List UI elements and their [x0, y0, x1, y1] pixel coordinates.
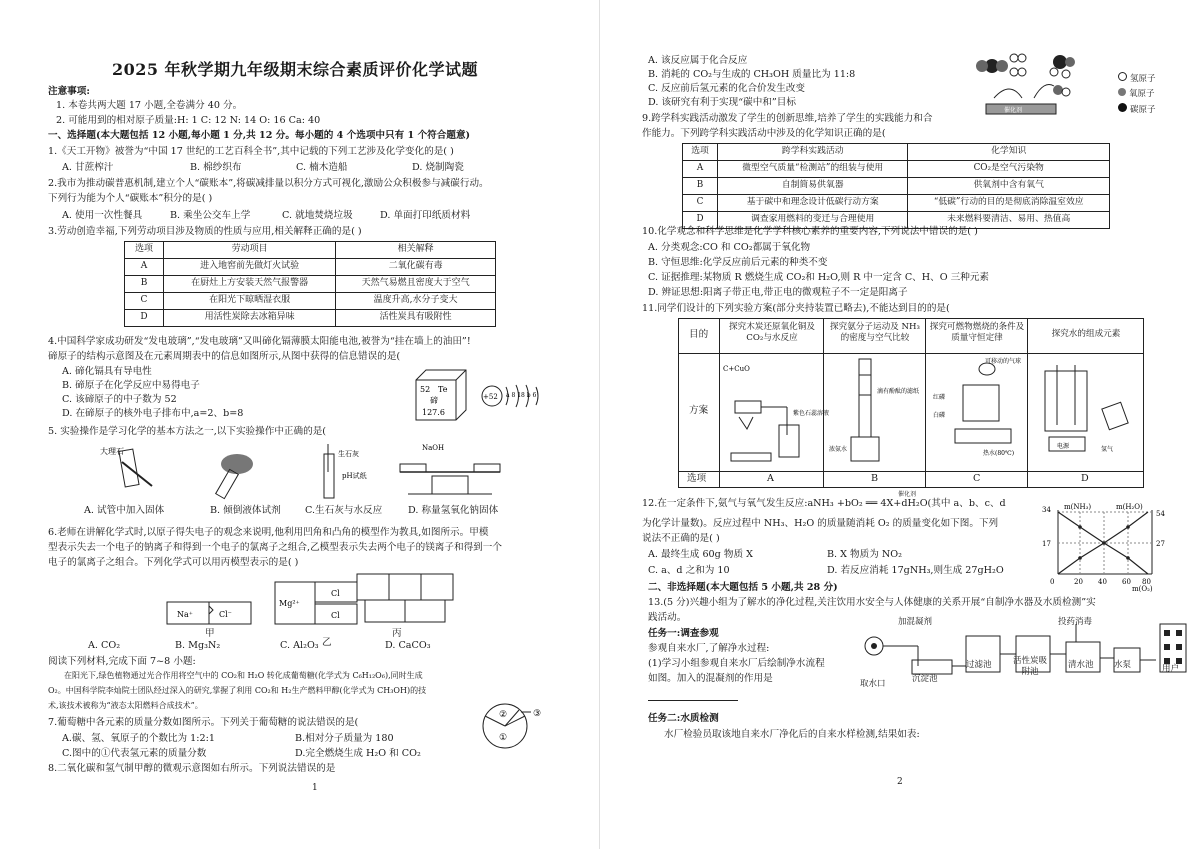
q11-option-b: B: [871, 473, 879, 484]
x-axis-label: m(O₂): [1132, 585, 1153, 593]
q10-option-c: C. 证据推理:某物质 R 燃烧生成 CO₂和 H₂O,则 R 中一定含 C、H、O 三种元素: [648, 272, 990, 283]
q6-option-a: A. CO₂: [88, 640, 121, 651]
table-cell: A: [125, 259, 164, 276]
question-13-line-2: 践活动。: [648, 612, 687, 623]
te-name: 碲: [430, 396, 438, 405]
q11-table: [678, 318, 1144, 488]
table-cell: 未来燃料要清洁、易用、热值高: [908, 212, 1110, 229]
table-row: [125, 310, 496, 327]
question-13-line-1: 13.(5 分)兴趣小组为了解水的净化过程,关注饮用水安全与人体健康的关系开展“自制净水器及水质检测”实: [648, 597, 1096, 608]
plan-d-hydrogen-label: 氢气: [1101, 446, 1114, 453]
table-cell: D: [683, 212, 718, 229]
flow-pump-label: 水泵: [1114, 660, 1132, 670]
section-2-heading: 二、非选择题(本大题包括 5 小题,共 28 分): [648, 582, 838, 593]
plan-b-phenolphthalein-label: 滴有酚酞的滤纸: [877, 388, 920, 395]
q5-option-c: C.生石灰与水反应: [305, 505, 383, 516]
table-cell: B: [125, 276, 164, 293]
q1-option-d: D. 烧制陶瓷: [412, 162, 464, 173]
y-right-tick-54: 54: [1156, 510, 1165, 518]
q4-option-b: B. 碲原子在化学反应中易得电子: [62, 380, 200, 391]
q10-option-b: B. 守恒思维:化学反应前后元素的种类不变: [648, 257, 828, 268]
glucose-pie-chart: [475, 700, 555, 750]
q12-option-a: A. 最终生成 60g 物质 X: [648, 549, 753, 560]
plan-a-apparatus: [721, 355, 830, 469]
table-cell: 在厨灶上方安装天然气报警器: [164, 276, 336, 293]
q4-option-a: A. 碲化镉具有导电性: [62, 366, 152, 377]
x-tick-80: 80: [1142, 578, 1151, 586]
tellurium-element-cell: [410, 368, 470, 424]
material-line-1: 在阳光下,绿色植物通过光合作用将空气中的 CO₂和 H₂O 转化成葡萄糖(化学式为 C₆H₁₂O₆),同时生成: [64, 671, 423, 680]
x-tick-0: 0: [1050, 578, 1055, 586]
magnesium-ion: Mg²⁺: [279, 599, 300, 608]
question-9-line-1: 9.跨学科实践活动激发了学生的创新思维,培养了学生的实践能力和合: [642, 113, 933, 124]
table-header-cell: 选项: [683, 144, 718, 161]
q11-option-d: D: [1081, 473, 1089, 484]
table-cell: 活性炭具有吸附性: [336, 310, 496, 327]
sodium-ion: Na⁺: [177, 610, 193, 619]
naoh-label: NaOH: [422, 444, 445, 452]
y-left-tick-17: 17: [1042, 540, 1051, 548]
table-row: [125, 293, 496, 310]
q7-option-c: C.图中的①代表氢元素的质量分数: [62, 748, 207, 759]
q2-option-c: C. 就地焚烧垃圾: [282, 210, 353, 221]
plan-c-balloon-label: 可移动的气球: [985, 358, 1022, 365]
q11-option-header: 选项: [687, 473, 707, 484]
table-header-cell: 跨学科实践活动: [718, 144, 908, 161]
task-2-heading: 任务二:水质检测: [648, 713, 719, 724]
material-line-3: 术,该技术被称为“液态太阳燃料合成技术”。: [48, 701, 203, 710]
q12-option-c: C. a、d 之和为 10: [648, 565, 730, 576]
chloride-ion: Cl⁻: [219, 610, 232, 619]
te-atomic-mass: 127.6: [422, 408, 445, 417]
q2-option-b: B. 乘坐公交车上学: [170, 210, 251, 221]
q5-option-b: B. 倾倒液体试剂: [210, 505, 281, 516]
legend-oxygen: [1118, 88, 1156, 100]
q8-option-c: C. 反应前后氢元素的化合价发生改变: [648, 83, 806, 94]
ion-models: [165, 572, 455, 630]
table-cell: “低碳”行动的目的是彻底消除温室效应: [908, 195, 1110, 212]
chloride-ion-2: Cl: [331, 611, 340, 620]
plan-b-apparatus: [825, 355, 923, 469]
table-header-cell: 选项: [125, 242, 164, 259]
carbon-atom-icon: [1118, 103, 1127, 112]
q9-table: [682, 143, 1110, 229]
q5-option-a: A. 试管中加入固体: [84, 505, 165, 516]
plan-c-red-phosphorus-label: 红磷: [933, 394, 946, 401]
methanol-reaction-diagram: [974, 50, 1114, 122]
question-12-line-1: 12.在一定条件下,氨气与氧气发生反应:aNH₃ +bO₂ ══ 4X+dH₂O(其中 a、b、c、d: [642, 498, 1006, 509]
answer-blank[interactable]: [648, 700, 738, 701]
tellurium-atom-structure: [480, 383, 560, 409]
quicklime-label: 生石灰: [338, 450, 359, 458]
plan-c-white-phosphorus-label: 白磷: [933, 412, 946, 419]
table-header-cell: 劳动项目: [164, 242, 336, 259]
table-header-row: [683, 144, 1110, 161]
q8-option-a: A. 该反应属于化合反应: [648, 55, 748, 66]
page-divider: [599, 0, 600, 849]
flow-coagulant-label: 加混凝剂: [898, 617, 933, 627]
pie-label-1: ①: [499, 733, 508, 743]
pie-label-2: ②: [499, 710, 508, 720]
q1-option-a: A. 甘蔗榨汁: [62, 162, 114, 173]
flow-user-label: 用户: [1162, 664, 1180, 674]
table-cell: D: [125, 310, 164, 327]
q1-option-c: C. 楠木造船: [296, 162, 348, 173]
question-9-line-2: 作能力。下列跨学科实践活动中涉及的化学知识正确的是(: [642, 128, 886, 139]
page-number-1: 1: [312, 783, 318, 793]
table-cell: 微型空气质量“检测站”的组装与使用: [718, 161, 908, 178]
te-shells: a 8 18 b 6: [506, 392, 537, 399]
pie-label-3: ③: [533, 709, 542, 719]
question-10: 10.化学观念和科学思维是化学学科核心素养的重要内容,下列说法中错误的是( ): [642, 226, 978, 237]
question-8: 8.二氧化碳和氢气制甲醇的微观示意图如右所示。下列说法错误的是: [48, 763, 336, 774]
question-4-line-2: 碲原子的结构示意图及在元素周期表中的信息如图所示,从图中获得的信息错误的是(: [48, 351, 401, 362]
q11-goal-header: 目的: [689, 329, 709, 340]
task-1-line-1: 参观自来水厂,了解净水过程:: [648, 643, 770, 654]
legend-hydrogen: [1118, 72, 1156, 85]
model-jia-label: 甲: [205, 628, 215, 639]
question-6-line-3: 电子的氯离子之组合。下列化学式可以用丙模型表示的是( ): [48, 557, 299, 568]
table-cell: 基于碳中和理念设计低碳行动方案: [718, 195, 908, 212]
q3-table: [124, 241, 496, 327]
question-2-line-2: 下列行为能为个人“碳账本”积分的是( ): [48, 193, 213, 204]
table-header-row: [125, 242, 496, 259]
marble-label: 大理石: [100, 447, 124, 456]
q2-option-a: A. 使用一次性餐具: [62, 210, 143, 221]
table-row: [125, 259, 496, 276]
task-1-heading: 任务一:调查参观: [648, 628, 719, 639]
plan-c-apparatus: [927, 355, 1025, 469]
legend-carbon: [1118, 103, 1156, 116]
legend-carbon-label: 碳原子: [1130, 104, 1156, 115]
atom-legend: [1118, 72, 1156, 116]
table-header-cell: 化学知识: [908, 144, 1110, 161]
q12-option-d: D. 若反应消耗 17gNH₃,则生成 27gH₂O: [827, 565, 1004, 576]
y-left-axis-label: m(NH₃): [1064, 503, 1092, 511]
section-1-heading: 一、选择题(本大题包括 12 小题,每小题 1 分,共 12 分。每小题的 4 个选项中只有 1 个符合题意): [48, 130, 471, 141]
notes-heading: 注意事项:: [48, 86, 90, 97]
q11-plan-header: 方案: [689, 405, 709, 416]
table-row: [125, 276, 496, 293]
y-right-tick-27: 27: [1156, 540, 1165, 548]
flow-disinfect-label: 投药消毒: [1058, 617, 1093, 627]
plan-d-power-label: 电源: [1057, 443, 1070, 450]
x-tick-60: 60: [1122, 578, 1131, 586]
flow-filter-label: 过滤池: [966, 660, 992, 670]
note-2: 2. 可能用到的相对原子质量:H: 1 C: 12 N: 14 O: 16 Ca: 40: [56, 115, 321, 126]
table-cell: 在阳光下晾晒湿衣服: [164, 293, 336, 310]
table-cell: A: [683, 161, 718, 178]
page-number-2: 2: [897, 777, 903, 787]
oxygen-atom-icon: [1118, 88, 1126, 96]
q11-goal-b: 探究氨分子运动及 NH₃的密度与空气比较: [830, 322, 920, 343]
question-6-line-1: 6.老师在讲解化学式时,以原子得失电子的观念来说明,他利用凹角和凸角的模型作为教具,如图所示。甲模: [48, 527, 489, 538]
table-cell: 调查家用燃料的变迁与合理使用: [718, 212, 908, 229]
flow-clear-label: 清水池: [1068, 660, 1094, 670]
q1-option-b: B. 棉纱织布: [190, 162, 242, 173]
q7-option-b: B.相对分子质量为 180: [295, 733, 394, 744]
table-cell: B: [683, 178, 718, 195]
table-cell: 自制简易供氧器: [718, 178, 908, 195]
table-header-cell: 相关解释: [336, 242, 496, 259]
reading-intro: 阅读下列材料,完成下面 7~8 小题:: [48, 656, 196, 667]
question-5: 5. 实验操作是学习化学的基本方法之一,以下实验操作中正确的是(: [48, 426, 327, 437]
ph-paper-label: pH试纸: [342, 472, 367, 480]
legend-hydrogen-label: 氢原子: [1130, 74, 1156, 84]
y-right-axis-label: m(H₂O): [1116, 503, 1143, 511]
plan-c-hot-water-label: 热水(80℃): [983, 450, 1015, 457]
plan-d-apparatus: [1029, 355, 1141, 469]
table-cell: C: [683, 195, 718, 212]
table-row: [683, 178, 1110, 195]
q12-option-b: B. X 物质为 NO₂: [827, 549, 902, 560]
flow-intake-label: 取水口: [860, 679, 886, 689]
table-cell: 供氧剂中含有氧气: [908, 178, 1110, 195]
x-tick-40: 40: [1098, 578, 1107, 586]
q2-option-d: D. 单面打印纸质材料: [380, 210, 471, 221]
q8-option-d: D. 该研究有利于实现“碳中和”目标: [648, 97, 796, 108]
plan-b-ammonia-label: 浓氨水: [829, 446, 848, 453]
q4-option-c: C. 该碲原子的中子数为 52: [62, 394, 177, 405]
y-left-tick-34: 34: [1042, 506, 1051, 514]
question-4-line-1: 4.中国科学家成功研发“发电玻璃”,“发电玻璃”又叫碲化镉薄膜太阳能电池,被誉为“挂在墙上的油田”!: [48, 336, 471, 347]
page-1: [0, 0, 598, 849]
q11-goal-d: 探究水的组成元素: [1051, 329, 1121, 339]
model-bing-label: 丙: [392, 628, 402, 639]
q8-option-b: B. 消耗的 CO₂与生成的 CH₃OH 质量比为 11:8: [648, 69, 856, 80]
flow-carbon-label: 活性炭吸附池: [1012, 656, 1047, 677]
q10-option-d: D. 辨证思想:阳离子带正电,带正电的微观粒子不一定是阳离子: [648, 287, 908, 298]
task-1-line-2: (1)学习小组参观自来水厂后绘制净水流程: [648, 658, 825, 669]
te-atomic-number: 52: [420, 385, 431, 394]
q11-option-c: C: [973, 473, 981, 484]
task-1-line-3: 如图。加入的混凝剂的作用是: [648, 673, 773, 684]
table-cell: C: [125, 293, 164, 310]
question-2-line-1: 2.我市为推动碳普惠机制,建立个人“碳账本”,将碳减排量以积分方式可视化,激励公众积极参与减碳行动。: [48, 178, 489, 189]
hydrogen-atom-icon: [1118, 72, 1127, 81]
model-yi-label: 乙: [322, 637, 332, 648]
te-nucleus-charge: +52: [483, 393, 498, 401]
x-tick-20: 20: [1074, 578, 1083, 586]
q6-option-d: D. CaCO₃: [385, 640, 431, 651]
q7-option-a: A.碳、氢、氧原子的个数比为 1:2:1: [62, 733, 215, 744]
q5-option-d: D. 称量氢氧化钠固体: [408, 505, 499, 516]
q12-condition: 催化剂: [898, 491, 917, 498]
note-1: 1. 本卷共两大题 17 小题,全卷满分 40 分。: [56, 100, 243, 111]
question-1: 1.《天工开物》被誉为“中国 17 世纪的工艺百科全书”,其中记载的下列工艺涉及化学变化的是( ): [48, 146, 454, 157]
table-cell: 用活性炭除去冰箱异味: [164, 310, 336, 327]
question-6-line-2: 型表示失去一个电子的钠离子和得到一个电子的氯离子之组合,乙模型表示失去两个电子的镁离子和得到一个: [48, 542, 502, 553]
page-2: [602, 0, 1200, 849]
material-line-2: O₂。中国科学院李灿院士团队经过深入的研究,掌握了利用 CO₂和 H₂生产燃料甲醇(化学式为 CH₃OH)的技: [48, 686, 427, 695]
table-cell: 进入地窖前先做灯火试验: [164, 259, 336, 276]
catalyst-label: 催化剂: [1004, 107, 1023, 114]
plan-a-c-cuo-label: C+CuO: [723, 365, 750, 373]
question-3: 3.劳动创造幸福,下列劳动项目涉及物质的性质与应用,相关解释正确的是( ): [48, 226, 362, 237]
question-7: 7.葡萄糖中各元素的质量分数如图所示。下列关于葡萄糖的说法错误的是(: [48, 717, 359, 728]
q11-option-a: A: [767, 473, 774, 484]
table-row: [683, 195, 1110, 212]
q12-mass-graph: [1038, 500, 1188, 592]
table-cell: 天然气易燃且密度大于空气: [336, 276, 496, 293]
q10-option-a: A. 分类观念:CO 和 CO₂都属于氧化物: [648, 242, 811, 253]
q4-option-d: D. 在碲原子的核外电子排布中,a=2、b=8: [62, 408, 244, 419]
table-cell: CO₂是空气污染物: [908, 161, 1110, 178]
question-11: 11.同学们设计的下列实验方案(部分夹持装置已略去),不能达到目的的是(: [642, 303, 950, 314]
task-2-line-1: 水厂检验员取该地自来水厂净化后的自来水样检测,结果如表:: [664, 729, 920, 740]
table-row: [683, 161, 1110, 178]
q11-goal-a: 探究木炭还原氧化铜及 CO₂与水反应: [729, 322, 815, 343]
te-symbol: Te: [438, 385, 448, 394]
q6-option-b: B. Mg₃N₂: [175, 640, 221, 651]
q6-option-c: C. Al₂O₃: [280, 640, 319, 651]
table-cell: 温度升高,水分子变大: [336, 293, 496, 310]
question-12-line-2: 为化学计量数)。反应过程中 NH₃、H₂O 的质量随消耗 O₂ 的质量变化如下图。下列: [642, 518, 999, 529]
legend-oxygen-label: 氧原子: [1129, 88, 1155, 99]
q11-goal-c: 探究可燃物燃烧的条件及质量守恒定律: [929, 322, 1025, 343]
exam-title: 2025 年秋学期九年级期末综合素质评价化学试题: [111, 60, 479, 79]
q5-experiment-figures: [92, 442, 552, 502]
question-12-line-3: 说法不正确的是( ): [642, 533, 720, 544]
plan-a-litmus-label: 紫色石蕊溶液: [793, 410, 830, 417]
chloride-ion-1: Cl: [331, 589, 340, 598]
table-cell: 二氧化碳有毒: [336, 259, 496, 276]
flow-settle-label: 沉淀池: [912, 674, 938, 684]
q7-option-d: D.完全燃烧生成 H₂O 和 CO₂: [295, 748, 421, 759]
